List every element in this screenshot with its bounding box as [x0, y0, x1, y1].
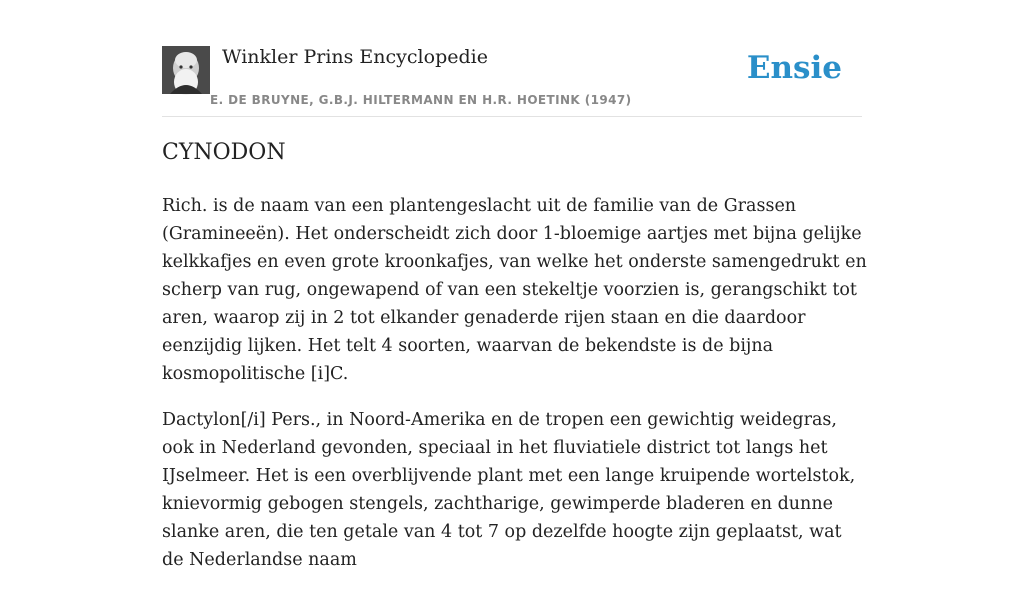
article-paragraph: Rich. is de naam van een plantengeslacht uit de familie van de Grassen (Gramineeën). Het onderscheidt zich door 1-bloemige aartjes met bijna gelijke kelkkafjes en even grote kroonkafjes, van welke het onderste samengedrukt en scherp van rug, ongewapend of van een stekeltje voorzien is, gerangschikt tot aren, waarop zij in 2 tot elkander genaderde rijen staan en die daardoor eenzijdig lijken. Het telt 4 soorten, waarvan de bekendste is de bijna kosmopolitische [i]C.: [162, 196, 867, 384]
article-headword: CYNODON: [162, 140, 286, 165]
site-title[interactable]: Winkler Prins Encyclopedie: [222, 46, 488, 68]
author-portrait-icon[interactable]: [162, 46, 210, 94]
article-paragraph: Dactylon[/i] Pers., in Noord-Amerika en de tropen een gewichtig weidegras, ook in Nederland gevonden, speciaal in het fluviatiele district tot langs het IJselmeer. Het is een overblijvende plant met een lange kruipende wortelstok, knievormig gebogen stengels, zachtharige, gewimperde bladeren en dunne slanke aren, die ten getale van 4 tot 7 op dezelfde hoogte zijn geplaatst, wat de Nederlandse naam: [162, 410, 856, 570]
brand-logo[interactable]: Ensie: [746, 50, 842, 86]
authors-credit: E. DE BRUYNE, G.B.J. HILTERMANN EN H.R. HOETINK (1947): [210, 93, 632, 107]
article-body: [162, 192, 867, 592]
site-header: [162, 46, 862, 117]
